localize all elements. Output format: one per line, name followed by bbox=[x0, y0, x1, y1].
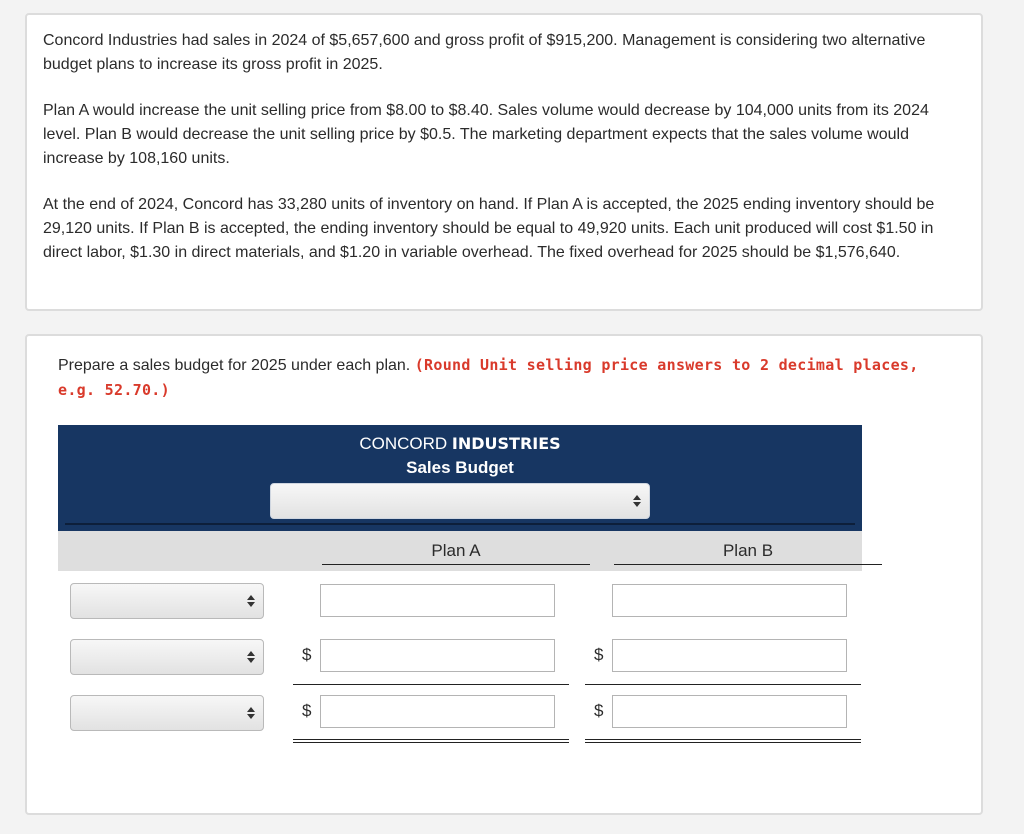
row-2-plan-a-currency: $ bbox=[302, 645, 312, 664]
problem-card bbox=[25, 13, 983, 311]
company-name bbox=[58, 434, 862, 454]
period-select[interactable] bbox=[270, 483, 650, 519]
row-3-plan-b-double-underline-bottom bbox=[585, 742, 861, 743]
select-arrows-icon bbox=[247, 595, 255, 607]
row-3-plan-a-input[interactable] bbox=[320, 695, 555, 728]
company-name-suffix: INDUSTRIES bbox=[451, 434, 561, 453]
header-divider bbox=[65, 523, 855, 525]
budget-header bbox=[58, 425, 862, 531]
instruction-text bbox=[58, 353, 958, 403]
row-2-plan-a-underline bbox=[293, 684, 569, 685]
row-3-plan-b-input[interactable] bbox=[612, 695, 847, 728]
row-1-label-select[interactable] bbox=[70, 583, 264, 619]
row-3-plan-a-double-underline-bottom bbox=[293, 742, 569, 743]
problem-paragraph-2: Plan A would increase the unit selling price from $8.00 to $8.40. Sales volume would decrease by 104,000 units from its 2024 level. Plan B would decrease the unit selling price by $0.5. The marketing department expects that the sales volume would increase by 108,160 units. bbox=[43, 102, 929, 167]
row-1-plan-b-input[interactable] bbox=[612, 584, 847, 617]
column-header-plan-a: Plan A bbox=[431, 541, 481, 560]
column-header-row bbox=[58, 531, 862, 571]
budget-title: Sales Budget bbox=[406, 458, 514, 477]
row-2-plan-a-input[interactable] bbox=[320, 639, 555, 672]
select-arrows-icon bbox=[633, 495, 641, 507]
row-2-plan-b-currency: $ bbox=[594, 645, 604, 664]
instruction-main: Prepare a sales budget for 2025 under each plan. bbox=[58, 357, 411, 374]
question-card bbox=[25, 334, 983, 815]
row-3-plan-a-currency: $ bbox=[302, 701, 312, 720]
row-3-plan-b-double-underline-top bbox=[585, 739, 861, 740]
row-3-label-select[interactable] bbox=[70, 695, 264, 731]
problem-paragraph-3: At the end of 2024, Concord has 33,280 units of inventory on hand. If Plan A is accepted, the 2025 ending inventory should be 29,120 units. If Plan B is accepted, the ending inventory should be equal to 49,920 units. Each unit produced will cost $1.50 in direct labor, $1.30 in direct materials, and $1.20 in variable overhead. The fixed overhead for 2025 should be $1,576,640. bbox=[43, 196, 935, 261]
row-1-plan-a-input[interactable] bbox=[320, 584, 555, 617]
problem-paragraph-1: Concord Industries had sales in 2024 of $5,657,600 and gross profit of $915,200. Management is considering two alternative budget plans to increase its gross profit in 2025. bbox=[43, 32, 926, 73]
row-2-plan-b-underline bbox=[585, 684, 861, 685]
company-name-prefix: CONCORD bbox=[359, 434, 448, 453]
select-arrows-icon bbox=[247, 651, 255, 663]
row-3-plan-a-double-underline-top bbox=[293, 739, 569, 740]
row-2-plan-b-input[interactable] bbox=[612, 639, 847, 672]
rounding-note: (Round Unit selling price answers to 2 decimal places, e.g. 52.70.) bbox=[58, 356, 919, 399]
row-3-plan-b-currency: $ bbox=[594, 701, 604, 720]
column-header-plan-b-rule bbox=[614, 564, 882, 565]
select-arrows-icon bbox=[247, 707, 255, 719]
row-2-label-select[interactable] bbox=[70, 639, 264, 675]
column-header-plan-a-rule bbox=[322, 564, 590, 565]
column-header-plan-b: Plan B bbox=[722, 541, 774, 560]
